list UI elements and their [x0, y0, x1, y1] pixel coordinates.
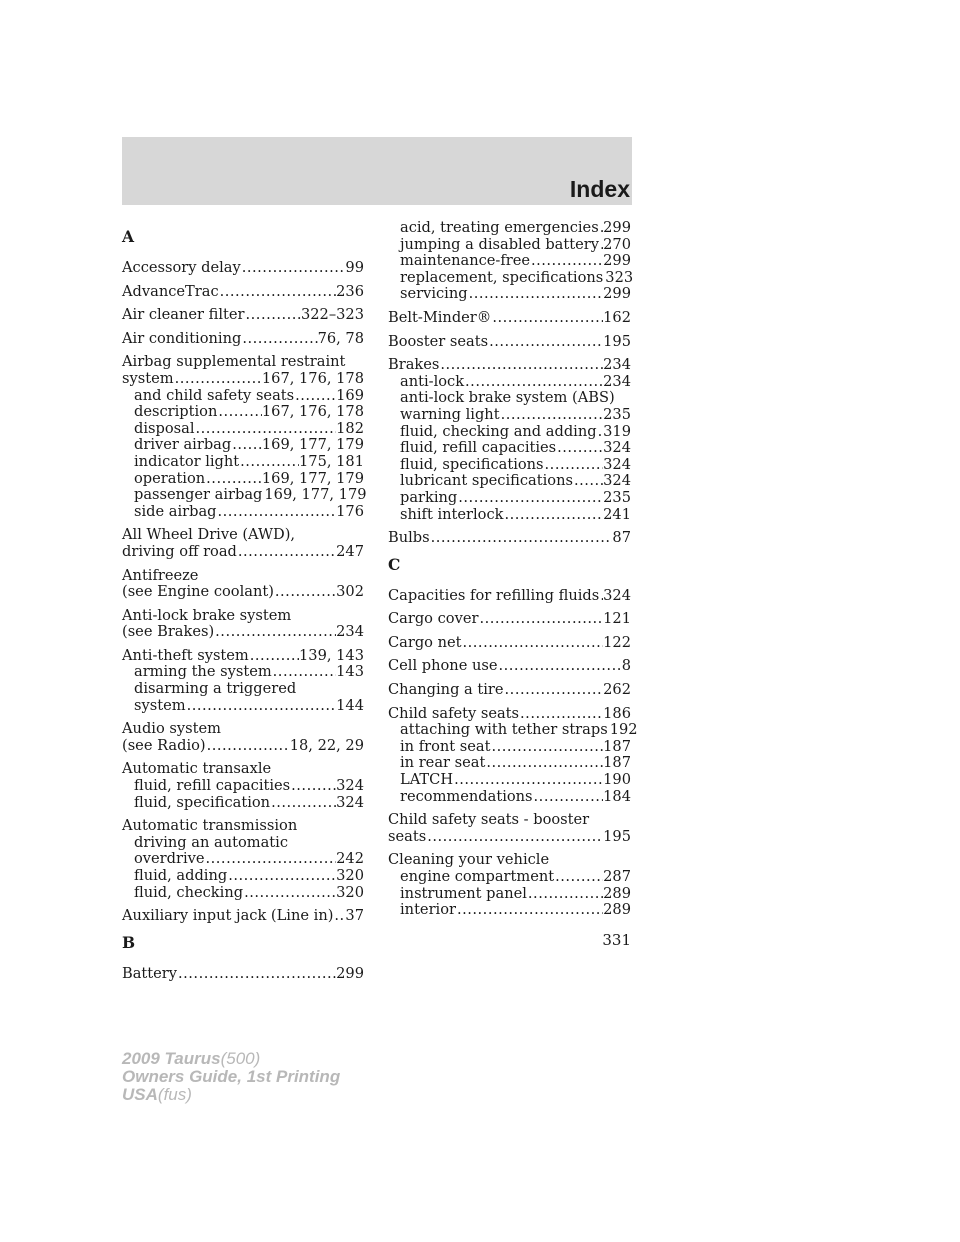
page-reference: 144	[336, 696, 364, 714]
page-reference: 289	[603, 884, 631, 902]
entry-text: Air conditioning	[122, 329, 242, 347]
dot-leader	[430, 530, 613, 547]
dot-leader	[426, 829, 603, 846]
index-entry	[388, 357, 631, 523]
entry-text: disposal	[134, 419, 195, 437]
index-entry-line	[388, 682, 631, 699]
entry-text: indicator light	[134, 452, 240, 470]
dot-leader	[205, 471, 262, 488]
index-subentry	[388, 220, 631, 237]
page-reference: 187	[603, 754, 631, 772]
entry-text: Automatic transmission	[122, 817, 298, 835]
footer-edition: Owners Guide, 1st Printing	[122, 1067, 341, 1086]
entry-text: LATCH	[400, 771, 454, 789]
entry-text: Capacities for refilling fluids	[388, 586, 600, 604]
index-subentry	[388, 507, 631, 524]
page-reference: 182	[336, 419, 364, 437]
page-reference: 169, 177, 179	[261, 469, 364, 487]
dot-leader	[237, 544, 336, 561]
entry-text: Belt-Minder®	[388, 308, 492, 326]
dot-leader	[464, 374, 603, 391]
dot-leader	[468, 286, 604, 303]
header-band	[122, 137, 632, 205]
index-subentry	[388, 755, 631, 772]
index-subentry	[388, 424, 631, 441]
page-reference: 320	[336, 883, 364, 901]
dot-leader	[530, 253, 603, 270]
index-entry-line	[388, 310, 631, 327]
entry-text: Child safety seats	[388, 704, 520, 722]
page-reference: 247	[336, 542, 364, 560]
dot-leader	[290, 778, 336, 795]
index-entry-line	[122, 608, 364, 625]
dot-leader	[573, 473, 603, 490]
footer-model: 2009 Taurus	[122, 1049, 221, 1068]
entry-text: Cell phone use	[388, 657, 498, 675]
index-subentry	[388, 440, 631, 457]
index-subentry	[388, 789, 631, 806]
index-subentry	[122, 471, 364, 488]
footer-region-code: (fus)	[157, 1085, 192, 1104]
dot-leader	[274, 584, 336, 601]
dot-leader	[241, 260, 346, 277]
index-entry-line	[122, 584, 364, 601]
entry-text: acid, treating emergencies	[400, 219, 599, 236]
page-reference: 167, 176, 178	[261, 369, 364, 387]
index-entry-line	[122, 307, 364, 324]
page-reference: 192	[609, 721, 638, 739]
entry-text: driving off road	[122, 542, 237, 560]
page-reference: 99	[345, 259, 364, 276]
entry-text: and child safety seats	[134, 386, 295, 404]
dot-leader	[219, 284, 337, 301]
index-subentry	[122, 835, 364, 852]
page-reference: 169, 177, 179	[261, 436, 364, 454]
index-entry	[122, 284, 364, 301]
index-entry-line	[122, 738, 364, 755]
index-subentry	[388, 902, 631, 919]
index-subentry	[122, 681, 364, 698]
entry-text: seats	[388, 827, 427, 845]
entry-text: lubricant specifications	[400, 472, 573, 490]
page-reference: 87	[612, 529, 631, 547]
entry-text: (see Brakes)	[122, 623, 215, 641]
entry-text: arming the system	[134, 663, 272, 681]
entry-text: Airbag supplemental restraint	[122, 353, 346, 371]
page-reference: 235	[603, 488, 631, 506]
print-footer	[122, 1050, 340, 1104]
index-entry-line	[388, 658, 631, 675]
index-entry-line	[388, 357, 631, 374]
index-subentry	[122, 421, 364, 438]
entry-text: Cargo net	[388, 633, 462, 651]
index-entry-line	[388, 852, 631, 869]
entry-text: driver airbag	[134, 436, 232, 454]
page-reference: 299	[336, 964, 364, 982]
page-reference: 236	[336, 282, 364, 300]
page-reference: 320	[336, 867, 364, 884]
dot-leader	[456, 902, 603, 919]
index-entry-line	[388, 706, 631, 723]
entry-text: (see Engine coolant)	[122, 583, 274, 601]
page-reference: 241	[603, 505, 631, 523]
dot-leader	[453, 772, 603, 789]
entry-text: Anti-theft system	[122, 646, 249, 664]
index-entry-line	[388, 530, 631, 547]
page-reference: 324	[336, 793, 364, 811]
page-reference: 270	[603, 235, 631, 253]
entry-text: Anti-lock brake system	[122, 606, 292, 624]
index-subentry	[122, 388, 364, 405]
index-entry-line	[122, 648, 364, 665]
entry-text: fluid, checking and adding	[400, 422, 597, 440]
entry-text: fluid, specifications	[400, 455, 544, 473]
index-entry	[388, 635, 631, 652]
entry-text: in front seat	[400, 737, 491, 755]
index-entry	[388, 530, 631, 547]
index-subentry	[122, 437, 364, 454]
index-entry-line	[388, 334, 631, 351]
page-reference: 186	[603, 704, 631, 722]
index-letter-heading: A	[122, 227, 135, 246]
page-reference: 162	[603, 308, 631, 326]
index-entry-line	[122, 527, 364, 544]
page-reference: 324	[336, 777, 364, 795]
index-entry	[122, 527, 364, 560]
page-reference: 323	[605, 268, 634, 286]
entry-text: replacement, specifications	[400, 268, 604, 286]
page-number: 331	[602, 931, 631, 949]
entry-text: Cargo cover	[388, 610, 479, 628]
index-column-right	[388, 219, 638, 926]
entry-text: Child safety seats - booster	[388, 811, 590, 829]
entry-text: Battery	[122, 964, 178, 982]
index-entry-line	[122, 624, 364, 641]
dot-leader	[272, 664, 336, 681]
index-entry-line	[122, 721, 364, 738]
page-reference: 184	[603, 787, 631, 805]
dot-leader	[488, 334, 603, 351]
dot-leader	[556, 440, 603, 457]
dot-leader	[457, 490, 603, 507]
dot-leader	[214, 624, 336, 641]
footer-region: USA	[122, 1085, 158, 1104]
index-entry-line	[388, 611, 631, 628]
index-entry	[388, 704, 638, 806]
index-entry	[122, 307, 364, 324]
entry-text: anti-lock	[400, 372, 465, 390]
index-subentry	[388, 457, 631, 474]
entry-text: operation	[134, 469, 206, 487]
index-entry	[122, 721, 364, 754]
index-subentry	[122, 486, 367, 504]
index-subentry	[388, 390, 631, 407]
index-entry	[122, 908, 364, 925]
entry-text: fluid, adding	[134, 867, 228, 884]
index-subentry	[388, 721, 638, 739]
index-subentry	[122, 885, 364, 902]
entry-text: jumping a disabled battery	[400, 235, 599, 253]
index-entry-line	[122, 544, 364, 561]
index-subentry	[388, 268, 634, 287]
entry-text: attaching with tether straps	[400, 721, 608, 739]
entry-text: driving an automatic	[134, 833, 289, 851]
entry-text: description	[134, 403, 218, 421]
index-entry-line	[122, 818, 364, 835]
index-letter-heading: B	[122, 932, 136, 952]
index-subentry	[122, 454, 364, 471]
index-entry	[122, 568, 364, 601]
entry-text: Booster seats	[388, 332, 489, 350]
index-subentry	[388, 407, 631, 424]
dot-leader	[241, 331, 317, 348]
index-entry-line	[388, 812, 631, 829]
index-entry	[388, 219, 634, 303]
index-subentry	[388, 739, 631, 756]
page-reference: 287	[603, 868, 631, 885]
page-reference: 195	[603, 332, 631, 350]
index-entry	[388, 852, 631, 918]
dot-leader	[174, 371, 262, 388]
page-reference: 299	[603, 219, 631, 236]
entry-text: Brakes	[388, 356, 440, 374]
page-reference: 299	[603, 285, 631, 303]
dot-leader	[503, 507, 603, 524]
index-entry-line	[122, 354, 364, 371]
page-reference: 324	[603, 472, 631, 490]
entry-text: Air cleaner filter	[122, 306, 245, 324]
entry-text: parking	[400, 488, 458, 506]
dot-leader	[533, 789, 604, 806]
entry-text: fluid, refill capacities	[134, 777, 291, 795]
entry-text: Accessory delay	[122, 259, 241, 276]
index-entry-line	[122, 966, 364, 983]
dot-leader	[500, 407, 604, 424]
index-entry	[122, 818, 364, 901]
entry-text: maintenance-free	[400, 252, 530, 270]
index-subentry	[388, 253, 631, 270]
entry-text: Auxiliary input jack (Line in)	[122, 907, 334, 925]
entry-text: Changing a tire	[388, 681, 504, 699]
entry-text: interior	[400, 901, 456, 919]
dot-leader	[485, 755, 603, 772]
index-subentry	[388, 772, 631, 789]
page-reference: 176	[336, 502, 364, 520]
index-entry-line	[122, 761, 364, 778]
index-entry-line	[122, 568, 364, 585]
entry-text: in rear seat	[400, 754, 486, 772]
index-entry	[388, 812, 631, 845]
entry-text: servicing	[400, 285, 468, 303]
page-reference: 187	[603, 737, 631, 755]
page-reference: 242	[336, 850, 364, 868]
dot-leader	[294, 388, 336, 405]
dot-leader	[504, 682, 604, 699]
page-reference: 235	[603, 405, 631, 423]
index-entry-line	[388, 635, 631, 652]
dot-leader	[177, 966, 336, 983]
page-reference: 8	[621, 657, 631, 675]
dot-leader	[205, 851, 337, 868]
dot-leader	[462, 635, 604, 652]
dot-leader	[239, 454, 299, 471]
dot-leader	[554, 869, 603, 886]
entry-text: Cleaning your vehicle	[388, 851, 550, 869]
page-reference: 121	[603, 610, 631, 628]
page-reference: 18, 22, 29	[289, 736, 364, 754]
index-subentry	[122, 664, 364, 681]
entry-text: Automatic transaxle	[122, 760, 272, 778]
dot-leader	[527, 886, 603, 903]
index-subentry	[388, 286, 631, 303]
dot-leader	[544, 457, 604, 474]
index-entry	[388, 611, 631, 628]
page-reference: 234	[603, 372, 631, 390]
index-subentry	[388, 237, 631, 254]
entry-text: fluid, refill capacities	[400, 439, 557, 457]
index-entry	[122, 648, 364, 714]
entry-text: shift interlock	[400, 505, 504, 523]
entry-text: fluid, checking	[134, 883, 244, 901]
index-entry	[122, 331, 364, 348]
page-reference: 299	[603, 252, 631, 270]
page-reference: 262	[603, 681, 631, 699]
index-subentry	[388, 869, 631, 886]
page-reference: 169	[336, 386, 364, 404]
page-reference: 143	[336, 663, 364, 681]
entry-text: passenger airbag	[134, 486, 263, 504]
entry-text: anti-lock brake system (ABS)	[400, 389, 615, 407]
dot-leader	[245, 307, 301, 324]
entry-text: (see Radio)	[122, 736, 206, 754]
index-entry	[388, 310, 631, 327]
dot-leader	[478, 611, 603, 628]
entry-text: Audio system	[122, 720, 221, 738]
page-reference: 324	[603, 439, 631, 457]
index-subentry	[388, 490, 631, 507]
index-entry-line	[122, 908, 364, 925]
index-entry-line	[388, 588, 631, 605]
index-subentry	[122, 698, 364, 715]
footer-model-code: (500)	[220, 1049, 261, 1068]
page-reference: 234	[603, 356, 631, 374]
index-entry-line	[122, 284, 364, 301]
index-entry	[122, 260, 364, 277]
index-entry	[122, 608, 364, 641]
dot-leader	[249, 648, 299, 665]
dot-leader	[194, 421, 336, 438]
entry-text: side airbag	[134, 502, 217, 520]
entry-text: instrument panel	[400, 884, 527, 902]
index-letter-heading: C	[388, 554, 401, 574]
dot-leader	[243, 885, 336, 902]
page-reference: 175, 181	[299, 452, 364, 470]
entry-text: Antifreeze	[122, 566, 199, 584]
page-reference: 139, 143	[299, 646, 364, 664]
index-entry-line	[388, 829, 631, 846]
page-reference: 289	[603, 901, 631, 919]
dot-leader	[498, 658, 622, 675]
page-reference: 195	[603, 827, 631, 845]
entry-text: overdrive	[134, 850, 205, 868]
page-reference: 319	[603, 422, 631, 440]
dot-leader	[217, 404, 262, 421]
entry-text: recommendations	[400, 787, 533, 805]
page-reference: 190	[603, 771, 631, 789]
index-subentry	[122, 795, 364, 812]
entry-text: Bulbs	[388, 529, 430, 547]
page-reference: 37	[345, 907, 364, 925]
entry-text: fluid, specification	[134, 793, 271, 811]
dot-leader	[333, 908, 345, 925]
entry-text: All Wheel Drive (AWD),	[122, 526, 296, 544]
index-entry-line	[122, 331, 364, 348]
page-reference: 322–323	[300, 306, 364, 324]
page-reference: 169, 177, 179	[264, 486, 367, 504]
dot-leader	[186, 698, 337, 715]
entry-text: AdvanceTrac	[122, 282, 219, 300]
index-subentry	[122, 778, 364, 795]
footer-line-2	[122, 1068, 340, 1086]
index-subentry	[122, 868, 364, 885]
index-column-left	[122, 220, 367, 989]
index-entry	[388, 588, 631, 605]
index-entry-line	[122, 260, 364, 277]
index-entry	[388, 658, 631, 675]
index-subentry	[388, 473, 631, 490]
entry-text: engine compartment	[400, 868, 555, 885]
index-subentry	[388, 374, 631, 391]
dot-leader	[491, 310, 603, 327]
dot-leader	[206, 738, 290, 755]
footer-line-1	[122, 1050, 340, 1068]
dot-leader	[270, 795, 336, 812]
dot-leader	[231, 437, 262, 454]
page-reference: 324	[603, 586, 631, 604]
entry-text: disarming a triggered	[134, 680, 297, 698]
index-subentry	[122, 851, 364, 868]
page-reference: 167, 176, 178	[261, 403, 364, 421]
dot-leader	[439, 357, 603, 374]
index-subentry	[388, 886, 631, 903]
page-reference: 234	[336, 623, 364, 641]
index-entry-line	[122, 371, 364, 388]
dot-leader	[227, 868, 336, 885]
entry-text: system	[122, 369, 174, 387]
index-entry	[122, 966, 364, 983]
entry-text: warning light	[400, 405, 500, 423]
page-reference: 76, 78	[317, 329, 364, 347]
index-entry	[388, 334, 631, 351]
index-entry	[122, 353, 367, 520]
index-entry	[388, 682, 631, 699]
dot-leader	[490, 739, 603, 756]
index-entry	[122, 761, 364, 811]
page-reference: 122	[603, 633, 631, 651]
dot-leader	[217, 504, 337, 521]
section-title: Index	[569, 176, 630, 202]
footer-line-3	[122, 1086, 340, 1104]
dot-leader	[519, 706, 603, 723]
page-reference: 324	[603, 455, 631, 473]
entry-text: system	[134, 696, 186, 714]
index-subentry	[122, 404, 364, 421]
index-subentry	[122, 504, 364, 521]
page-reference: 302	[336, 583, 364, 601]
